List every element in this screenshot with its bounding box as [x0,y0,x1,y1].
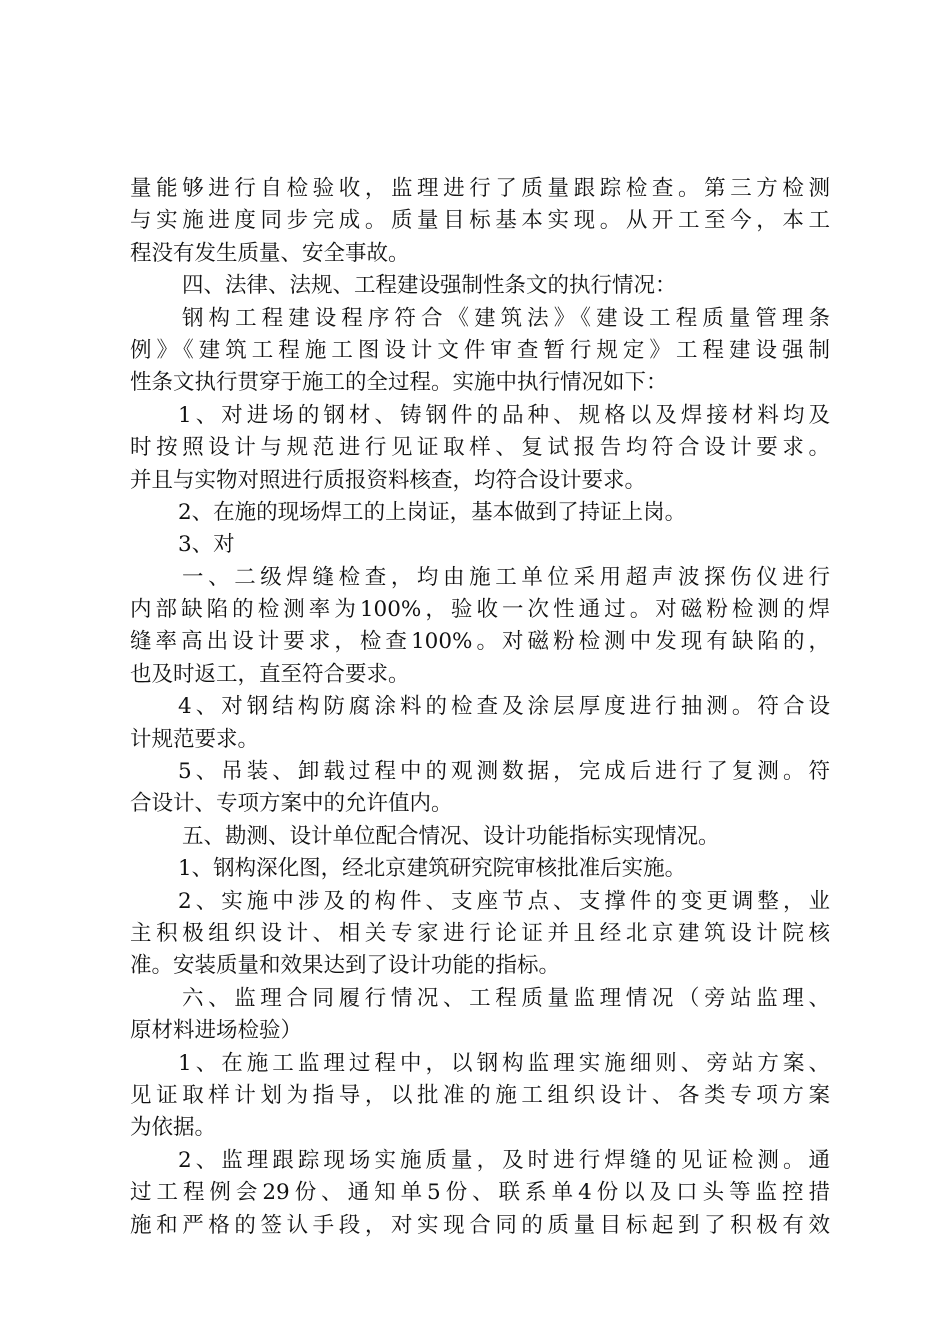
text-line: 计规范要求。 [130,726,260,752]
text-line: 一、二级焊缝检查，均由施工单位采用超声波探伤仪进行 [182,564,830,590]
text-line: 内部缺陷的检测率为100%，验收一次性通过。对磁粉检测的焊 [130,597,830,623]
text-line: 1、对进场的钢材、铸钢件的品种、规格以及焊接材料均及 [178,402,830,428]
text-line: 时按照设计与规范进行见证取样、复试报告均符合设计要求。 [130,435,830,461]
text-line: 过工程例会29份、通知单5份、联系单4份以及口头等监控措 [130,1180,830,1206]
text-line: 也及时返工，直至符合要求。 [130,661,410,687]
text-line: 3、对 [178,532,235,558]
text-line: 准。安装质量和效果达到了设计功能的指标。 [130,953,561,979]
text-line: 2、监理跟踪现场实施质量，及时进行焊缝的见证检测。通 [178,1147,830,1173]
text-line: 1、钢构深化图，经北京建筑研究院审核批准后实施。 [178,856,687,882]
text-line: 例》《建筑工程施工图设计文件审查暂行规定》工程建设强制 [130,337,830,363]
text-line: 合设计、专项方案中的允许值内。 [130,791,453,817]
text-line: 2、在施的现场焊工的上岗证，基本做到了持证上岗。 [178,499,687,525]
text-line: 为依据。 [130,1115,217,1141]
text-line: 性条文执行贯穿于施工的全过程。实施中执行情况如下： [130,370,668,396]
text-line: 4、对钢结构防腐涂料的检查及涂层厚度进行抽测。符合设 [178,694,830,720]
text-line: 2、实施中涉及的构件、支座节点、支撑件的变更调整，业 [178,888,830,914]
text-line: 1、在施工监理过程中，以钢构监理实施细则、旁站方案、 [178,1050,830,1076]
text-line: 量能够进行自检验收，监理进行了质量跟踪检查。第三方检测 [130,176,830,201]
document-body [130,173,830,1242]
text-line: 5、吊装、卸载过程中的观测数据，完成后进行了复测。符 [178,759,830,785]
text-line: 与实施进度同步完成。质量目标基本实现。从开工至今，本工 [130,208,830,234]
text-line: 缝率高出设计要求，检查100%。对磁粉检测中发现有缺陷的， [130,629,830,655]
text-line: 原材料进场检验） [130,1018,303,1044]
text-line: 程没有发生质量、安全事故。 [130,240,410,266]
text-line: 并且与实物对照进行质报资料核查，均符合设计要求。 [130,467,647,493]
text-line: 施和严格的签认手段，对实现合同的质量目标起到了积极有效 [130,1212,830,1238]
text-line: 见证取样计划为指导，以批准的施工组织设计、各类专项方案 [130,1082,830,1108]
section-heading: 四、法律、法规、工程建设强制性条文的执行情况： [182,273,677,299]
text-line: 主积极组织设计、相关专家进行论证并且经北京建筑设计院核 [130,920,830,946]
section-heading: 六、监理合同履行情况、工程质量监理情况（旁站监理、 [182,985,830,1011]
section-heading: 五、勘测、设计单位配合情况、设计功能指标实现情况。 [182,823,720,849]
text-line: 钢构工程建设程序符合《建筑法》《建设工程质量管理条 [182,305,830,331]
